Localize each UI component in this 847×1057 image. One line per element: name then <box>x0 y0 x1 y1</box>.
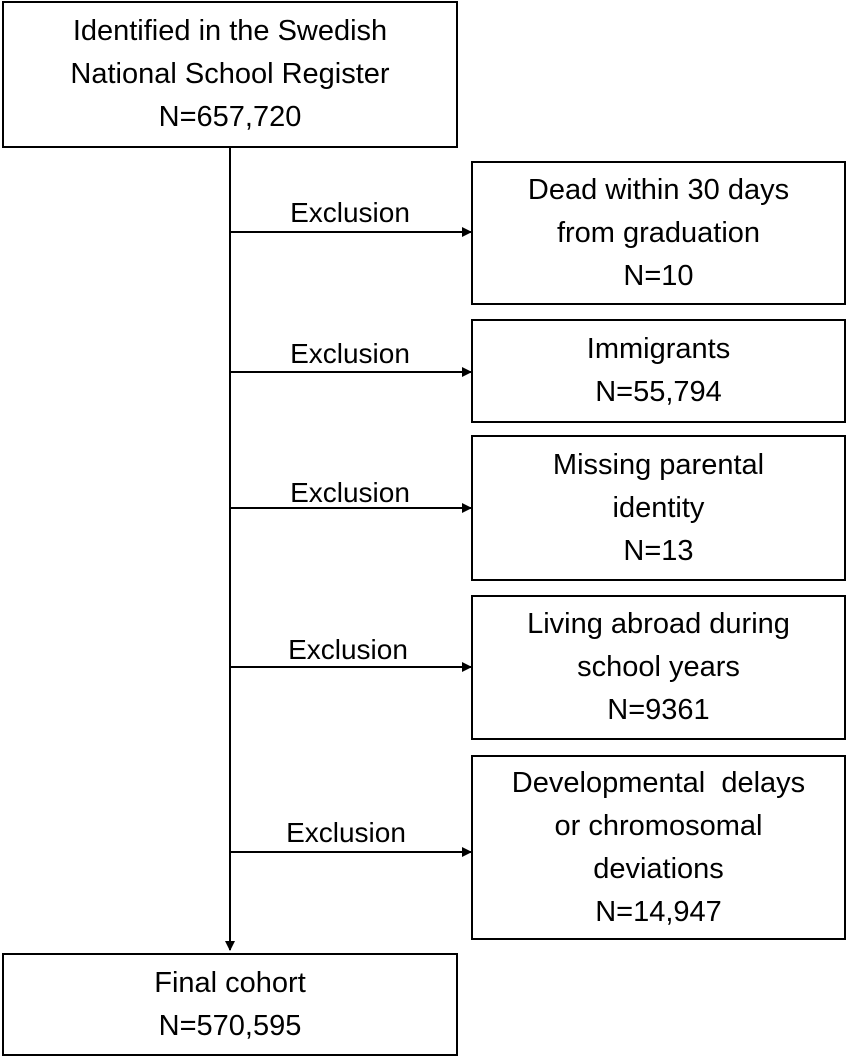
exclusion-box-4 <box>471 595 846 740</box>
exclusion-1-line-2: from graduation <box>556 216 761 249</box>
exclusion-2-count: N=55,794 <box>595 376 722 408</box>
exclusion-label-1: Exclusion <box>290 197 410 228</box>
start-line-2: National School Register <box>70 58 390 90</box>
exclusion-1-count: N=10 <box>623 259 694 292</box>
final-cohort-box <box>2 953 458 1056</box>
exclusion-label-5: Exclusion <box>286 817 406 848</box>
start-count: N=657,720 <box>158 101 302 133</box>
exclusion-box-3 <box>471 435 846 581</box>
exclusion-2-line-1: Immigrants <box>586 333 731 365</box>
exclusion-4-line-1: Living abroad during <box>527 608 790 640</box>
exclusion-box-2 <box>471 319 846 423</box>
exclusion-5-count: N=14,947 <box>595 895 722 928</box>
exclusion-label-3: Exclusion <box>290 477 410 508</box>
exclusion-box-1 <box>471 161 846 305</box>
start-line-1: Identified in the Swedish <box>72 15 388 47</box>
exclusion-label-2: Exclusion <box>290 338 410 369</box>
final-cohort-count: N=570,595 <box>158 1009 302 1042</box>
exclusion-4-line-2: school years <box>577 651 740 683</box>
exclusion-label-4: Exclusion <box>288 634 408 665</box>
exclusion-4-count: N=9361 <box>607 694 710 726</box>
exclusion-5-line-3: deviations <box>593 852 724 885</box>
exclusion-1-line-1: Dead within 30 days <box>527 173 790 206</box>
start-box <box>2 1 458 148</box>
exclusion-3-line-1: Missing parental <box>552 448 765 481</box>
exclusion-box-5 <box>471 755 846 940</box>
final-cohort-label: Final cohort <box>154 966 306 999</box>
exclusion-5-line-2: or chromosomal <box>554 809 763 842</box>
exclusion-3-count: N=13 <box>623 534 694 567</box>
exclusion-3-line-2: identity <box>612 491 705 524</box>
exclusion-5-line-1: Developmental delays <box>511 766 806 799</box>
